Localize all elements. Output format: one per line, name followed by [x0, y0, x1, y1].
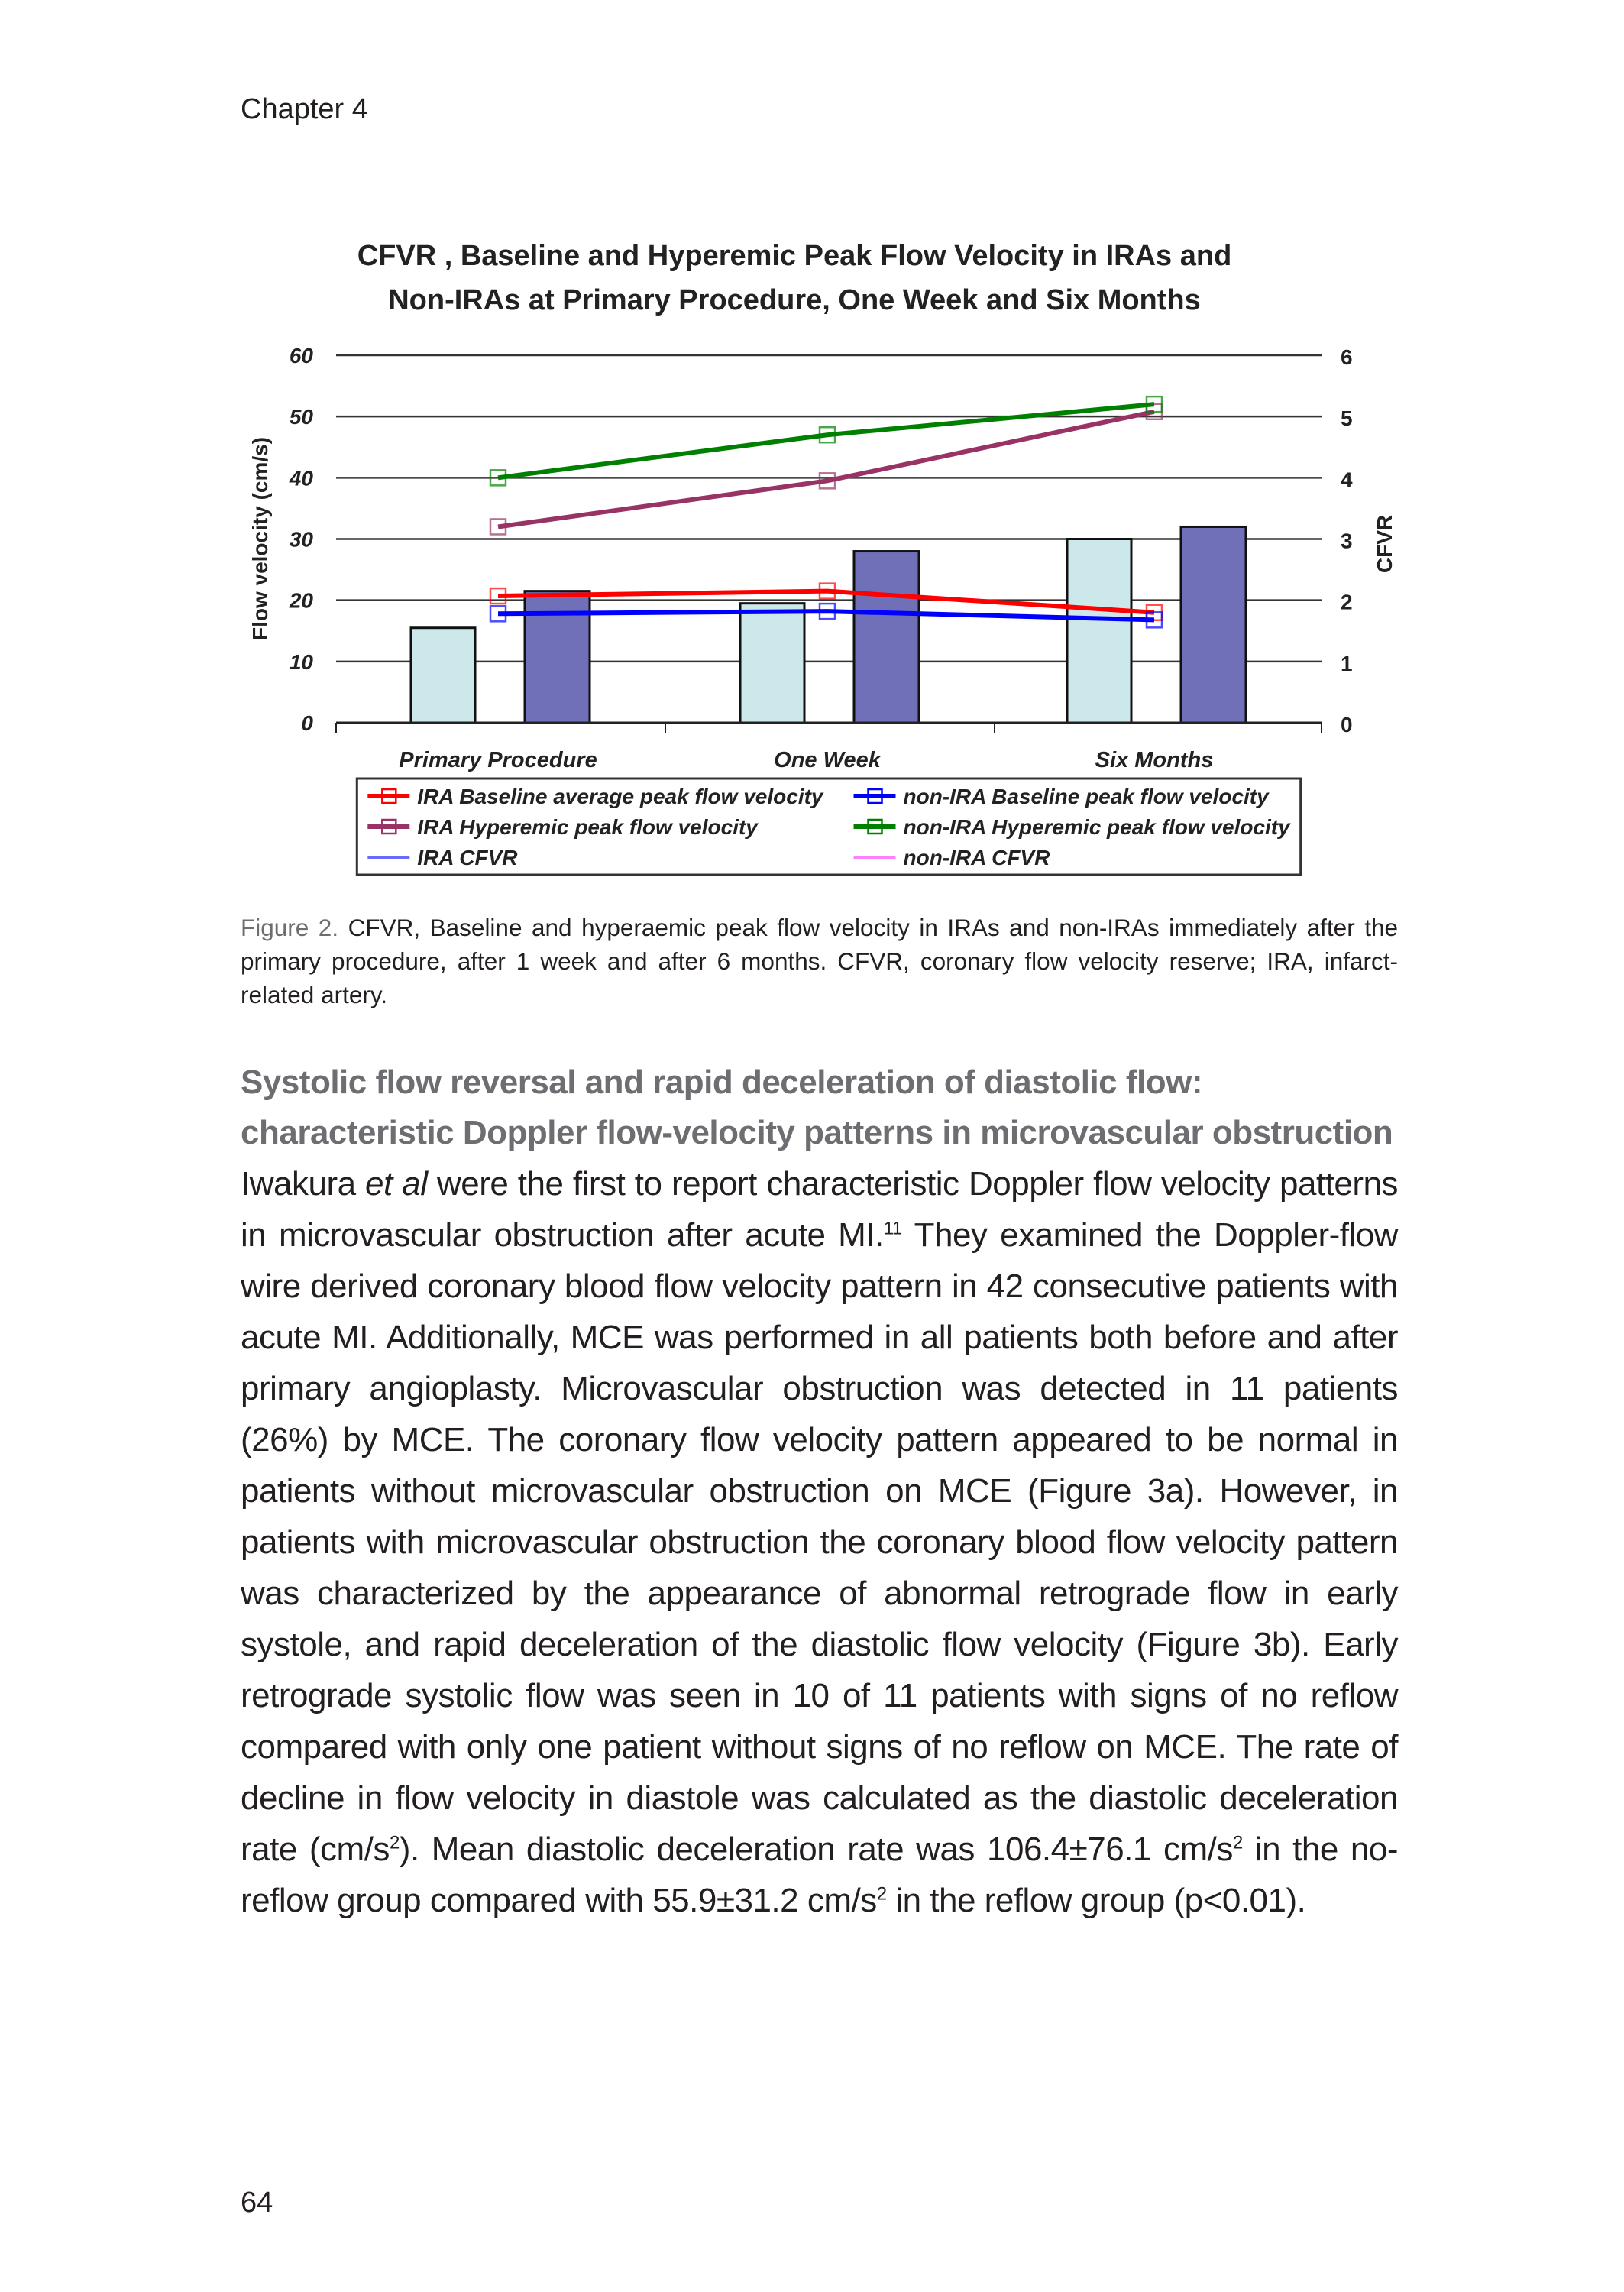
legend-label: IRA Baseline average peak flow velocity	[417, 785, 823, 808]
chart-title: CFVR , Baseline and Hyperemic Peak Flow Velocity in IRAs and	[357, 240, 1232, 272]
text: Iwakura	[241, 1165, 366, 1203]
y-tick-label: 30	[289, 527, 313, 552]
legend-label: IRA Hyperemic peak flow velocity	[417, 815, 758, 839]
x-tick-label: One Week	[774, 748, 881, 772]
y2-axis-label: CFVR	[1373, 514, 1396, 574]
text: in the reflow group (p<0.01).	[886, 1882, 1306, 1919]
legend-label: non-IRA Baseline peak flow velocity	[903, 785, 1269, 808]
bar-ira-cfvr	[740, 604, 804, 723]
y-tick-label: 40	[289, 466, 313, 490]
bar-ira-cfvr	[411, 628, 475, 723]
text-flow	[241, 911, 1398, 1926]
text-italic: et al	[365, 1165, 428, 1203]
series-line	[498, 412, 1154, 527]
y2-tick-label: 0	[1341, 713, 1353, 736]
y-tick-label: 0	[301, 711, 313, 735]
figure-label: Figure 2.	[241, 914, 339, 941]
text: ). Mean diastolic deceleration rate was 106.4±76.1 cm/s	[399, 1831, 1233, 1868]
y2-tick-label: 1	[1341, 651, 1353, 675]
y2-tick-label: 4	[1341, 468, 1353, 492]
legend-label: non-IRA CFVR	[903, 846, 1050, 869]
text: were the first to report characteristic Doppler flow velocity patterns in microvascular obstruction after acute MI.	[241, 1165, 1398, 1254]
bar-non-ira-cfvr	[854, 552, 919, 723]
caption-text: CFVR, Baseline and hyperaemic peak flow velocity in IRAs and non-IRAs immediately after the primary procedure, after 1 week and after 6 months. CFVR, coronary flow velocity reserve; IRA, infarct-related artery.	[241, 914, 1399, 1008]
y2-tick-label: 5	[1341, 406, 1353, 431]
bar-non-ira-cfvr	[525, 591, 590, 723]
x-tick-label: Six Months	[1095, 748, 1214, 772]
chart-title: Non-IRAs at Primary Procedure, One Week and Six Months	[388, 284, 1201, 316]
x-tick-label: Primary Procedure	[399, 748, 597, 772]
section-heading: Systolic flow reversal and rapid deceleration of diastolic flow: characteristic Doppler flow-velocity patterns in microvascular obstruction	[241, 1063, 1393, 1151]
y-tick-label: 50	[289, 405, 313, 429]
bar-non-ira-cfvr	[1181, 526, 1246, 723]
legend-label: non-IRA Hyperemic peak flow velocity	[903, 815, 1290, 839]
y2-tick-label: 2	[1341, 590, 1353, 614]
running-head: Chapter 4	[241, 93, 368, 125]
flow-velocity-chart	[0, 0, 1624, 902]
series-line	[498, 404, 1154, 478]
y-tick-label: 10	[289, 649, 313, 674]
superscript: 2	[389, 1832, 400, 1853]
superscript: 2	[1232, 1832, 1243, 1853]
page-number: 64	[241, 2187, 273, 2219]
figure-caption	[241, 911, 1398, 1012]
body-paragraph	[241, 1158, 1398, 1926]
y-tick-label: 20	[289, 588, 313, 613]
y2-tick-label: 6	[1341, 345, 1353, 369]
superscript: 2	[876, 1883, 887, 1905]
text: in the no-reflow group compared with 55.9±31.2 cm/s	[241, 1831, 1398, 1919]
legend-label: IRA CFVR	[417, 846, 518, 869]
y-tick-label: 60	[289, 344, 313, 367]
text: They examined the Doppler-flow wire derived coronary blood flow velocity pattern in 42 consecutive patients with acute MI. Additionally, MCE was performed in all patients both before and after primary angioplasty. Microvascular obstruction was detected in 11 patients (26%) by MCE. The coronary flow velocity pattern appeared to be normal in patients without microvascular obstruction on MCE (Figure 3a). However, in patients with microvascular obstruction the coronary blood flow velocity pattern was characterized by the appearance of abnormal retrograde flow in early systole, and rapid deceleration of the diastolic flow velocity (Figure 3b). Early retrograde systolic flow was seen in 10 of 11 patients with signs of no reflow compared with only one patient without signs of no reflow on MCE. The rate of decline in flow velocity in diastole was calculated as the diastolic deceleration rate (cm/s	[241, 1216, 1398, 1868]
y2-tick-label: 3	[1341, 529, 1353, 553]
bar-ira-cfvr	[1067, 539, 1131, 724]
reference-superscript: 11	[883, 1218, 902, 1239]
y-axis-label: Flow velocity (cm/s)	[248, 436, 272, 641]
